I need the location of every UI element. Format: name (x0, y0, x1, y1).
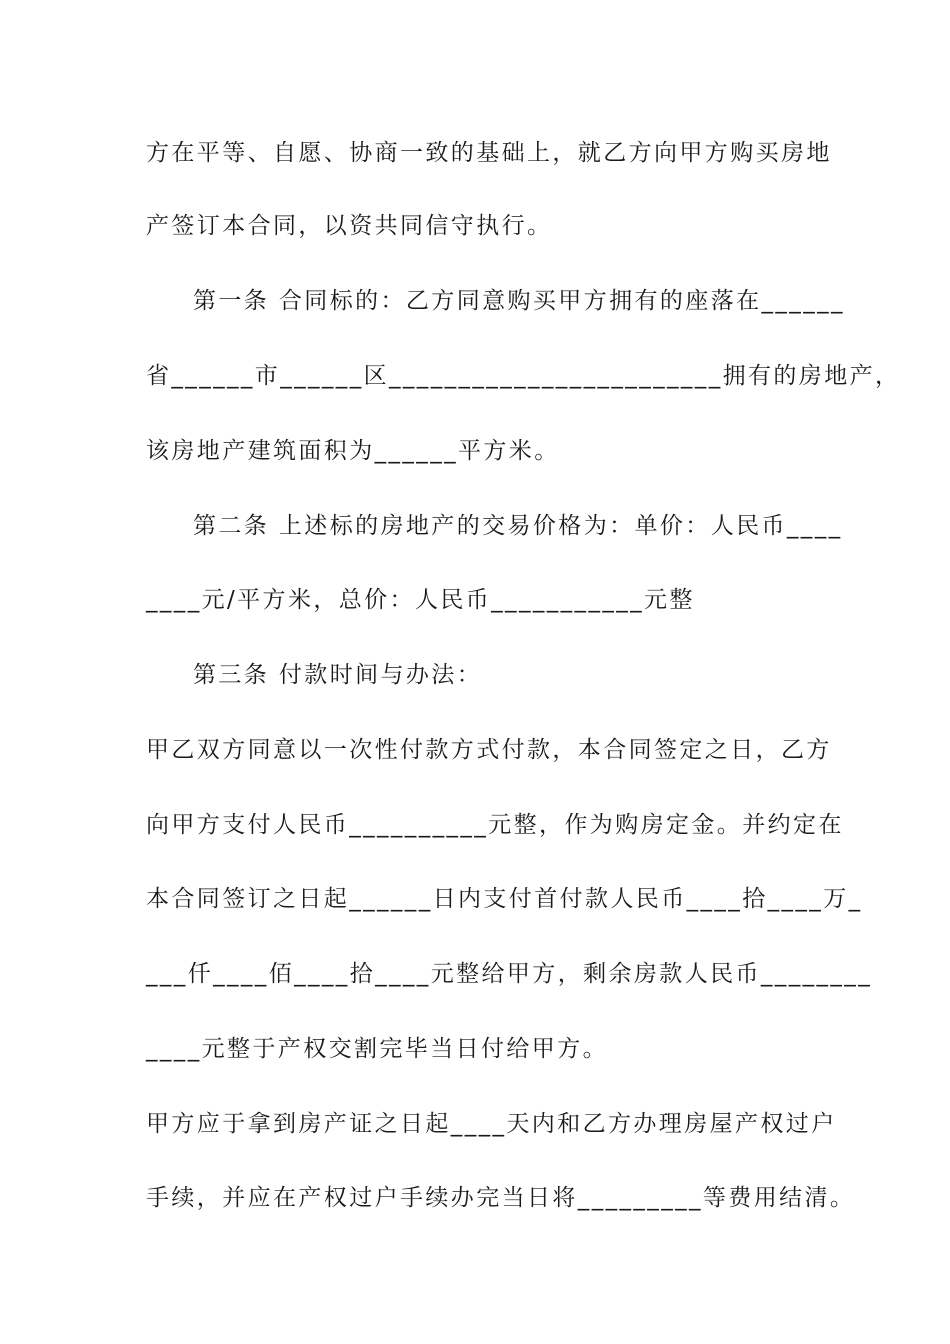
text-line-7: ____元/平方米，总价：人民币___________元整 (146, 587, 695, 613)
text-line-15: 手续，并应在产权过户手续办完当日将_________等费用结清。 (146, 1185, 856, 1211)
text-line-11: 本合同签订之日起______日内支付首付款人民币____拾____万_ (146, 886, 863, 912)
text-line-5: 该房地产建筑面积为______平方米。 (146, 438, 560, 464)
article-2-heading-line: 第二条 上述标的房地产的交易价格为：单价：人民币____ (193, 513, 843, 539)
article-3-heading-line: 第三条 付款时间与办法： (193, 662, 483, 688)
text-line-9: 甲乙双方同意以一次性付款方式付款，本合同签定之日，乙方 (146, 737, 832, 763)
text-line-1: 方在平等、自愿、协商一致的基础上，就乙方向甲方购买房地 (146, 140, 832, 166)
text-line-14: 甲方应于拿到房产证之日起____天内和乙方办理房屋产权过户 (146, 1111, 837, 1137)
text-line-12: ___仟____佰____拾____元整给甲方，剩余房款人民币________ (146, 961, 873, 987)
article-1-heading-line: 第一条 合同标的：乙方同意购买甲方拥有的座落在______ (193, 288, 845, 314)
text-line-4: 省______市______区________________________拥有的房地产， (146, 363, 901, 389)
text-line-10: 向甲方支付人民币__________元整，作为购房定金。并约定在 (146, 812, 844, 838)
text-line-13: ____元整于产权交割完毕当日付给甲方。 (146, 1036, 608, 1062)
text-line-2: 产签订本合同，以资共同信守执行。 (146, 213, 553, 239)
